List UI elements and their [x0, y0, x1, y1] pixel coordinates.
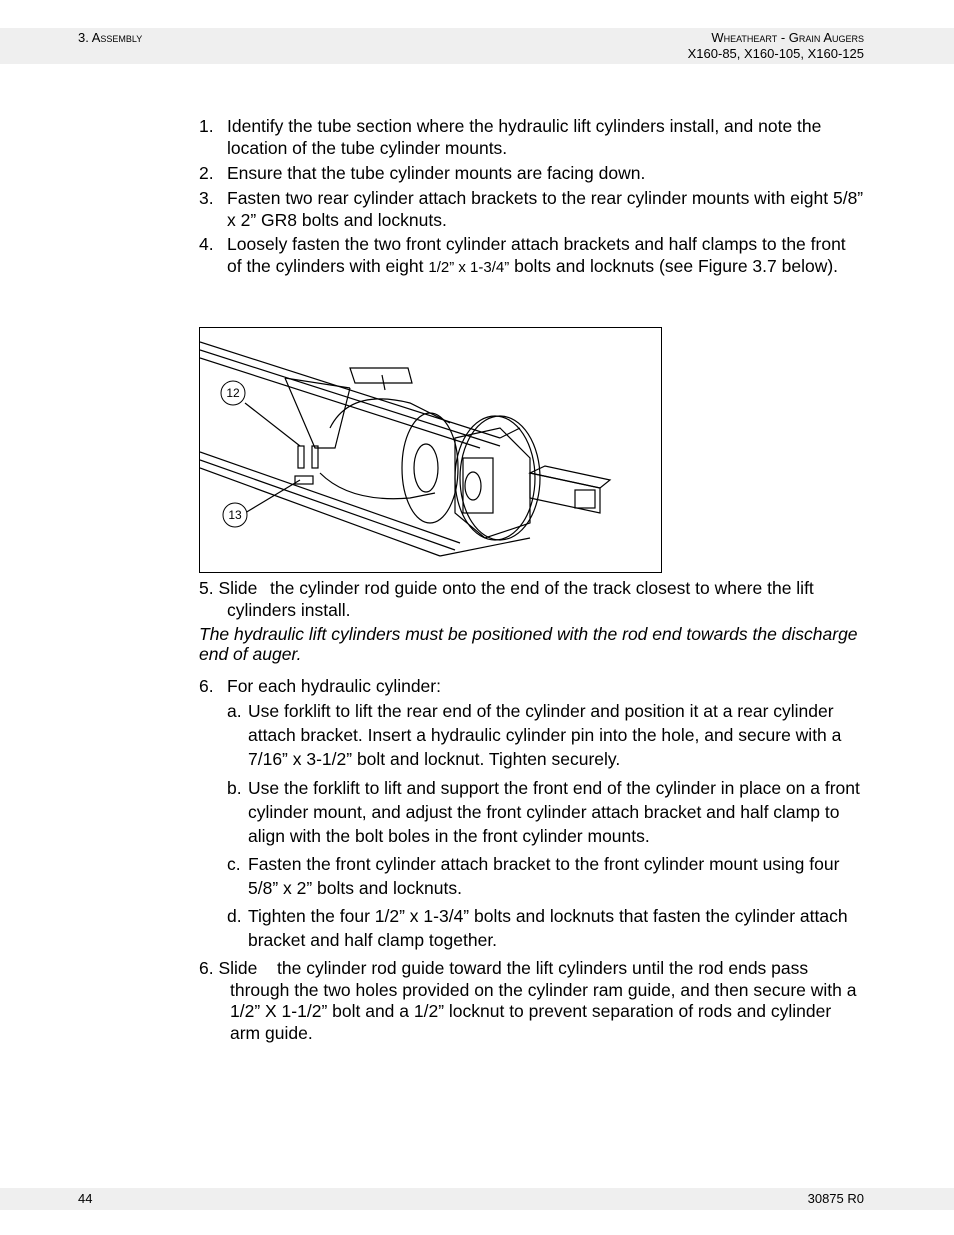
step-1 — [199, 116, 864, 159]
substep-c — [227, 852, 867, 900]
step-text: the cylinder rod guide onto the end of the track closest to where the lift cylinders install. — [227, 578, 814, 620]
substep-text: Fasten the front cylinder attach bracket to the front cylinder mount using four 5/8” x 2” bolts and locknuts. — [248, 854, 840, 898]
step-number: 1. — [199, 116, 214, 136]
step-text — [227, 234, 864, 278]
callout-12 — [221, 381, 245, 405]
step-number: 3. — [199, 188, 214, 208]
substep-b — [227, 776, 867, 848]
step-text: Fasten two rear cylinder attach brackets to the rear cylinder mounts with eight 5/8” x 2” GR8 bolts and locknuts. — [227, 188, 864, 230]
step-4 — [199, 234, 864, 278]
manual-title: Wheatheart - Grain Augers — [711, 30, 864, 45]
step-number: 5. Slide — [199, 578, 258, 598]
cylinder-mount-illustration — [200, 328, 661, 572]
step-6 — [199, 676, 864, 698]
substep-letter: b. — [227, 778, 242, 798]
step-number: 4. — [199, 234, 214, 254]
substep-d — [227, 904, 867, 952]
section-title: 3. Assembly — [78, 30, 143, 45]
step-5 — [199, 578, 864, 621]
bolt-size: 1/2” x 1-3/4” — [428, 258, 510, 276]
step-text: For each hydraulic cylinder: — [227, 676, 441, 696]
page-number: 44 — [78, 1191, 93, 1206]
callout-label: 12 — [226, 386, 240, 400]
page-header — [0, 28, 954, 64]
step-number: 6. Slide — [199, 958, 258, 978]
substep-text: Tighten the four 1/2” x 1-3/4” bolts and locknuts that fasten the cylinder attach bracket and half clamp together. — [248, 906, 848, 950]
step-6-slide — [199, 958, 864, 1044]
step-3 — [199, 188, 864, 231]
step-2 — [199, 163, 864, 185]
step-text: Identify the tube section where the hydraulic lift cylinders install, and note the location of the tube cylinder mounts. — [227, 116, 822, 158]
model-list: X160-85, X160-105, X160-125 — [687, 46, 864, 61]
substep-text: Use the forklift to lift and support the front end of the cylinder in place on a front cylinder mount, and adjust the front cylinder attach bracket and half clamp to align with the bolt boles in the front cylinder mounts. — [248, 778, 860, 846]
step-text: the cylinder rod guide toward the lift cylinders until the rod ends pass through the two holes provided on the cylinder ram guide, and then secure with a 1/2” X 1-1/2” bolt and a 1/2” locknut to prevent separation of rods and cylinder arm guide. — [230, 958, 857, 1043]
step-text-part: bolts and locknuts (see Figure 3.7 below). — [509, 255, 839, 276]
substep-text: Use forklift to lift the rear end of the cylinder and position it at a rear cylinder attach bracket. Insert a hydraulic cylinder pin into the hole, and secure with a 7/16” x 3-1/2” bolt and locknut. Tighten securely. — [248, 701, 842, 769]
step-text-part: Loosely fasten the two front cylinder attach brackets and half clamps to the front of the cylinders with eight — [227, 234, 846, 276]
step-text: Ensure that the tube cylinder mounts are facing down. — [227, 163, 646, 183]
step-number: 6. — [199, 676, 214, 696]
caution-note: The hydraulic lift cylinders must be positioned with the rod end towards the discharge end of auger. — [199, 624, 858, 664]
callout-13 — [223, 503, 247, 527]
substep-letter: c. — [227, 854, 241, 874]
substep-a — [227, 699, 867, 771]
document-number: 30875 R0 — [807, 1191, 864, 1206]
callout-label: 13 — [228, 508, 242, 522]
substep-letter: a. — [227, 701, 242, 721]
page-footer — [0, 1188, 954, 1210]
substep-letter: d. — [227, 906, 242, 926]
figure-cylinder-mount — [199, 327, 662, 573]
step-number: 2. — [199, 163, 214, 183]
